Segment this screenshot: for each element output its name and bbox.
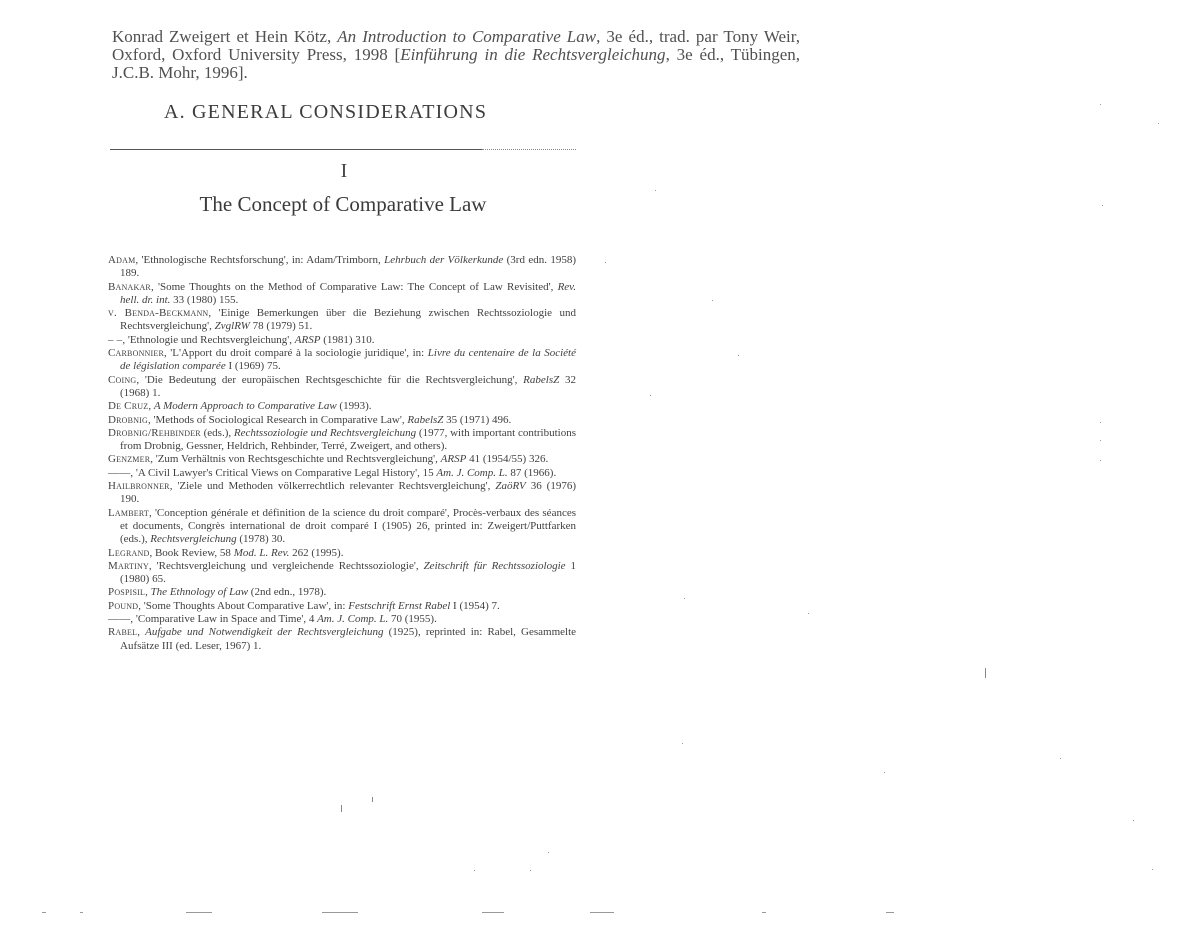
scan-speck	[186, 912, 212, 913]
bibliography-publication-details: (1977, with important contributions from Drobnig, Gessner, Heldrich, Rehbinder, Terré, Zweigert, and others).	[120, 426, 576, 453]
bibliography-work-title: RabelsZ	[523, 373, 560, 386]
bibliography-publication-details: (3rd edn. 1958) 189.	[120, 254, 577, 280]
scan-speck	[1100, 104, 1101, 105]
horizontal-rule	[110, 149, 482, 150]
scan-speck	[80, 912, 83, 913]
bibliography-entry	[108, 453, 576, 466]
bibliography-work-title: ARSP	[440, 453, 467, 466]
scan-speck	[1152, 869, 1153, 870]
bibliography-entry	[108, 254, 576, 281]
bibliography-text: , 'Zum Verhältnis von Rechtsgeschichte und Rechtsvergleichung',	[150, 453, 441, 466]
bibliography-publication-details: (1993).	[336, 400, 372, 413]
bibliography-text: , 'A Civil Lawyer's Critical Views on Comparative Legal History', 15	[130, 466, 437, 479]
bibliography-entry	[108, 626, 576, 653]
bibliography-entry	[108, 547, 576, 560]
bibliography-work-title: Am. J. Comp. L.	[317, 613, 389, 626]
scan-speck	[886, 912, 894, 913]
bibliography-publication-details: 35 (1971) 496.	[443, 413, 512, 426]
bibliography-publication-details: 41 (1954/55) 326.	[466, 453, 549, 466]
bibliography-author: Martiny	[108, 559, 149, 572]
bibliography-author: Pound	[108, 599, 139, 612]
scan-speck	[530, 870, 531, 871]
bibliography-entry	[108, 507, 576, 547]
bibliography-entry	[108, 613, 576, 626]
bibliography-work-title: Lehrbuch der Völkerkunde	[384, 254, 504, 266]
bibliography-entry	[108, 427, 576, 454]
scan-speck	[738, 355, 739, 356]
scan-speck	[1100, 440, 1101, 441]
scan-speck	[1100, 460, 1101, 461]
bibliography-entry	[108, 480, 576, 507]
bibliography-work-title: Livre du centenaire de la Société de législation comparée	[120, 347, 576, 373]
bibliography-work-title: ARSP	[294, 333, 321, 346]
bibliography-text: , 'Ethnologische Rechtsforschung', in: Adam/Trimborn,	[135, 254, 385, 266]
chapter-title: The Concept of Comparative Law	[199, 192, 487, 216]
bibliography-entry	[108, 281, 576, 308]
bibliography-text: , 'Some Thoughts on the Method of Comparative Law: The Concept of Law Revisited',	[150, 280, 558, 293]
bibliography-author: Genzmer	[108, 453, 151, 466]
bibliography-entry	[108, 400, 576, 413]
bibliography-publication-details: I (1954) 7.	[450, 599, 500, 612]
scan-speck	[682, 743, 683, 744]
bibliography-text: , 'Some Thoughts About Comparative Law', in:	[138, 599, 349, 612]
bibliography-text: , 'Comparative Law in Space and Time', 4	[130, 613, 318, 626]
scan-speck	[548, 852, 549, 853]
bibliography-text: , 'Conception générale et définition de la science du droit comparé', Procès-verbaux des séances et documents, Congrès international de droit comparé I (1905) 26, printed in: Zweigert/Puttfarken (eds.),	[120, 506, 576, 546]
scan-speck	[1060, 758, 1061, 759]
bibliography-author: – –	[108, 333, 123, 346]
bibliography-text: , 'Einige Bemerkungen über die Beziehung zwischen Rechtssoziologie und Rechtsvergleichung',	[120, 307, 576, 333]
scan-speck	[590, 912, 614, 913]
bibliography-work-title: Mod. L. Rev.	[233, 546, 290, 559]
bibliography-author: Banakar	[108, 280, 151, 293]
citation-german-publication: , 3e éd., Tübingen, J.C.B. Mohr, 1996].	[112, 45, 800, 82]
bibliography-text: ,	[148, 400, 154, 413]
bibliography-work-title: Rechtssoziologie und Rechtsvergleichung	[233, 426, 417, 439]
bibliography-author: ——	[108, 466, 131, 479]
bibliography-publication-details: 32 (1968) 1.	[120, 373, 577, 399]
bibliography-author: Rabel	[108, 626, 138, 639]
bibliography-author: Drobnig/Rehbinder	[108, 426, 201, 439]
scan-speck	[650, 395, 651, 396]
source-citation	[112, 28, 800, 82]
bibliography-work-title: RabelsZ	[407, 413, 444, 426]
bibliography-publication-details: (1978) 30.	[236, 533, 286, 546]
scan-speck	[762, 912, 766, 913]
bibliography-author: Pospisil	[108, 586, 146, 599]
bibliography-publication-details: (2nd edn., 1978).	[248, 586, 327, 599]
bibliography-work-title: Am. J. Comp. L.	[436, 466, 508, 479]
scan-speck	[655, 190, 656, 191]
bibliography-work-title: A Modern Approach to Comparative Law	[153, 400, 337, 413]
bibliography-text: , Book Review, 58	[149, 546, 234, 559]
bibliography-work-title: Rechtsvergleichung	[150, 533, 237, 546]
bibliography-author: ——	[108, 613, 131, 626]
bibliography-work-title: ZaöRV	[495, 480, 526, 493]
bibliography-work-title: ZvglRW	[214, 320, 250, 333]
scan-speck	[605, 262, 606, 263]
bibliography-text: ,	[145, 586, 151, 599]
bibliography-work-title: Festschrift Ernst Rabel	[348, 599, 451, 612]
scan-speck	[808, 613, 809, 614]
scan-speck	[1102, 205, 1103, 206]
bibliography-entry	[108, 334, 576, 347]
chapter-numeral: I	[340, 160, 348, 182]
scan-speck	[1100, 422, 1101, 423]
scan-speck	[712, 300, 713, 301]
bibliography-publication-details: I (1969) 75.	[225, 360, 281, 373]
section-heading: A. GENERAL CONSIDERATIONS	[164, 101, 488, 123]
bibliography-author: Drobnig	[108, 413, 149, 426]
scan-mark	[341, 805, 342, 812]
bibliography-author: Lambert	[108, 506, 149, 519]
bibliography-work-title: Zeitschrift für Rechtssoziologie	[423, 559, 566, 572]
bibliography-text: ,	[137, 626, 146, 639]
bibliography-author: Adam	[108, 254, 136, 266]
bibliography-list	[108, 254, 576, 653]
bibliography-author: Legrand	[108, 546, 150, 559]
bibliography-text: , 'Ziele und Methoden völkerrechtlich relevanter Rechtsvergleichung',	[169, 480, 496, 493]
bibliography-author: Hailbronner	[108, 480, 170, 493]
bibliography-entry	[108, 560, 576, 587]
bibliography-entry	[108, 307, 576, 334]
citation-german-title: Einführung in die Rechtsvergleichung	[400, 45, 666, 64]
bibliography-publication-details: 1 (1980) 65.	[120, 559, 576, 586]
bibliography-publication-details: 70 (1955).	[388, 613, 437, 626]
bibliography-work-title: Rev. hell. dr. int.	[120, 280, 576, 306]
citation-publication: , 3e éd., trad. par Tony Weir, Oxford, Oxford University Press, 1998 [	[112, 27, 801, 64]
bibliography-text: (eds.),	[200, 426, 234, 439]
bibliography-entry	[108, 586, 576, 599]
bibliography-text: , 'Die Bedeutung der europäischen Rechtsgeschichte für die Rechtsvergleichung',	[136, 373, 524, 386]
bibliography-entry	[108, 347, 576, 374]
bibliography-work-title: The Ethnology of Law	[150, 586, 249, 599]
bibliography-publication-details: 36 (1976) 190.	[120, 480, 577, 506]
bibliography-entry	[108, 600, 576, 613]
scan-speck	[42, 912, 46, 913]
bibliography-text: , 'L'Apport du droit comparé à la sociologie juridique', in:	[164, 347, 428, 360]
bibliography-publication-details: (1925), reprinted in: Rabel, Gesammelte Aufsätze III (ed. Leser, 1967) 1.	[120, 626, 577, 652]
scan-speck	[1133, 820, 1134, 821]
bibliography-entry	[108, 414, 576, 427]
bibliography-publication-details: 78 (1979) 51.	[249, 320, 313, 333]
bibliography-publication-details: 33 (1980) 155.	[170, 293, 239, 306]
scan-mark	[985, 668, 986, 678]
bibliography-author: Coing	[108, 373, 137, 386]
scan-speck	[322, 912, 358, 913]
scan-speck	[684, 598, 685, 599]
scan-speck	[474, 870, 475, 871]
bibliography-author: De Cruz	[108, 400, 149, 413]
horizontal-rule-tail	[482, 149, 576, 151]
bibliography-entry	[108, 467, 576, 480]
bibliography-publication-details: 262 (1995).	[289, 546, 344, 559]
bibliography-work-title: Aufgabe und Notwendigkeit der Rechtsvergleichung	[145, 626, 384, 639]
bibliography-text: , 'Methods of Sociological Research in Comparative Law',	[148, 413, 408, 426]
bibliography-author: Carbonnier	[108, 347, 165, 360]
scan-mark	[372, 797, 373, 802]
bibliography-publication-details: 87 (1966).	[507, 466, 557, 479]
scan-speck	[1158, 123, 1159, 124]
bibliography-text: , 'Ethnologie und Rechtsvergleichung',	[122, 333, 295, 346]
bibliography-text: , 'Rechtsvergleichung und vergleichende Rechtssoziologie',	[148, 559, 424, 572]
bibliography-author: v. Benda-Beckmann	[108, 307, 209, 320]
citation-authors: Konrad Zweigert et Hein Kötz,	[112, 27, 338, 46]
scan-speck	[482, 912, 504, 913]
bibliography-publication-details: (1981) 310.	[320, 333, 375, 346]
citation-english-title: An Introduction to Comparative Law	[337, 27, 597, 46]
scan-speck	[884, 772, 885, 773]
bibliography-entry	[108, 374, 576, 401]
